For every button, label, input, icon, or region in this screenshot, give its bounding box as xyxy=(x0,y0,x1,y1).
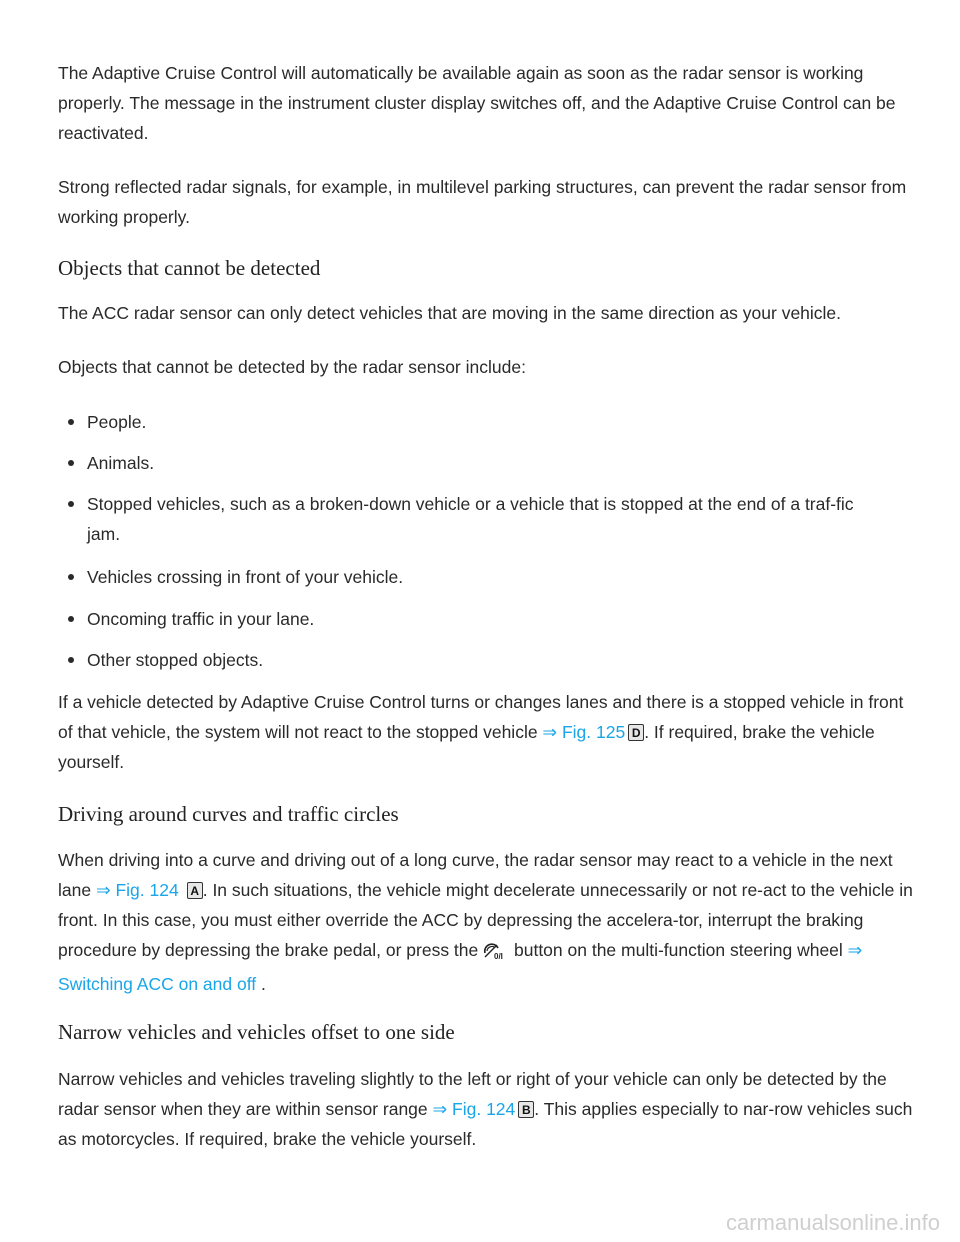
figure-callout-badge: D xyxy=(628,724,644,741)
link-fig-124[interactable]: ⇒ Fig. 124 xyxy=(95,880,179,900)
heading-objects-not-detected: Objects that cannot be detected xyxy=(58,256,321,280)
heading-narrow-vehicles: Narrow vehicles and vehicles offset to one side xyxy=(58,1020,455,1044)
list-item: Stopped vehicles, such as a broken-down vehicle or a vehicle that is stopped at the end of a traf-fic jam. xyxy=(58,489,888,549)
list-item: Animals. xyxy=(58,448,888,478)
watermark: carmanualsonline.info xyxy=(725,1210,940,1235)
svg-text:0/I: 0/I xyxy=(494,952,504,960)
link-switching-acc[interactable]: ⇒ Switching ACC on and off xyxy=(58,940,863,994)
bullet-dot xyxy=(68,460,74,466)
figure-callout-badge: A xyxy=(187,882,203,899)
paragraph-same-direction: The ACC radar sensor can only detect vehicles that are moving in the same direction as your vehicle. xyxy=(58,303,842,323)
list-item: Oncoming traffic in your lane. xyxy=(58,604,888,634)
paragraph-objects-intro: Objects that cannot be detected by the radar sensor include: xyxy=(58,357,526,377)
bullet-dot xyxy=(68,419,74,425)
link-fig-124-b[interactable]: ⇒ Fig. 124 xyxy=(432,1099,516,1119)
bullet-dot xyxy=(68,616,74,622)
heading-curves: Driving around curves and traffic circles xyxy=(58,802,399,826)
list-item: Other stopped objects. xyxy=(58,645,888,675)
paragraph-curves: When driving into a curve and driving out of a long curve, the radar sensor may react to a vehicle in the next lane ⇒ Fig. 124 A . In such situations, the vehicle might decelerate unnecessarily or not re-act to the vehicle in front. In this case, you must either override the ACC by depressing the accelera-tor, interrupt the braking procedure by depressing the brake pedal, or press the 0/I button on the multi-function steering wheel ⇒ Switching ACC on and off . xyxy=(58,850,913,994)
bullet-dot xyxy=(68,501,74,507)
paragraph-narrow-vehicles: Narrow vehicles and vehicles traveling slightly to the left or right of your vehicle can only be detected by the radar sensor when they are within sensor range ⇒ Fig. 124 B . This applies especially to nar-row vehicles such as motorcycles. If required, brake the vehicle yourself. xyxy=(58,1069,913,1149)
paragraph-reflected-signals: Strong reflected radar signals, for example, in multilevel parking structures, can prevent the radar sensor from working properly. xyxy=(58,177,907,227)
bullet-dot xyxy=(68,574,74,580)
acc-on-off-icon xyxy=(483,939,505,969)
list-item: People. xyxy=(58,407,888,437)
bullet-dot xyxy=(68,657,74,663)
list-item: Vehicles crossing in front of your vehicle. xyxy=(58,562,888,592)
paragraph-stopped-vehicle: If a vehicle detected by Adaptive Cruise Control turns or changes lanes and there is a stopped vehicle in front of that vehicle, the system will not react to the stopped vehicle ⇒ Fig. 125 D . If required, brake the vehicle yourself. xyxy=(58,692,904,772)
link-fig-125[interactable]: ⇒ Fig. 125 xyxy=(542,722,626,742)
figure-callout-badge: B xyxy=(518,1101,534,1118)
paragraph-acc-reactivation: The Adaptive Cruise Control will automatically be available again as soon as the radar sensor is working properly. The message in the instrument cluster display switches off, and the Adaptive Cruise Control can be reactivated. xyxy=(58,63,896,143)
